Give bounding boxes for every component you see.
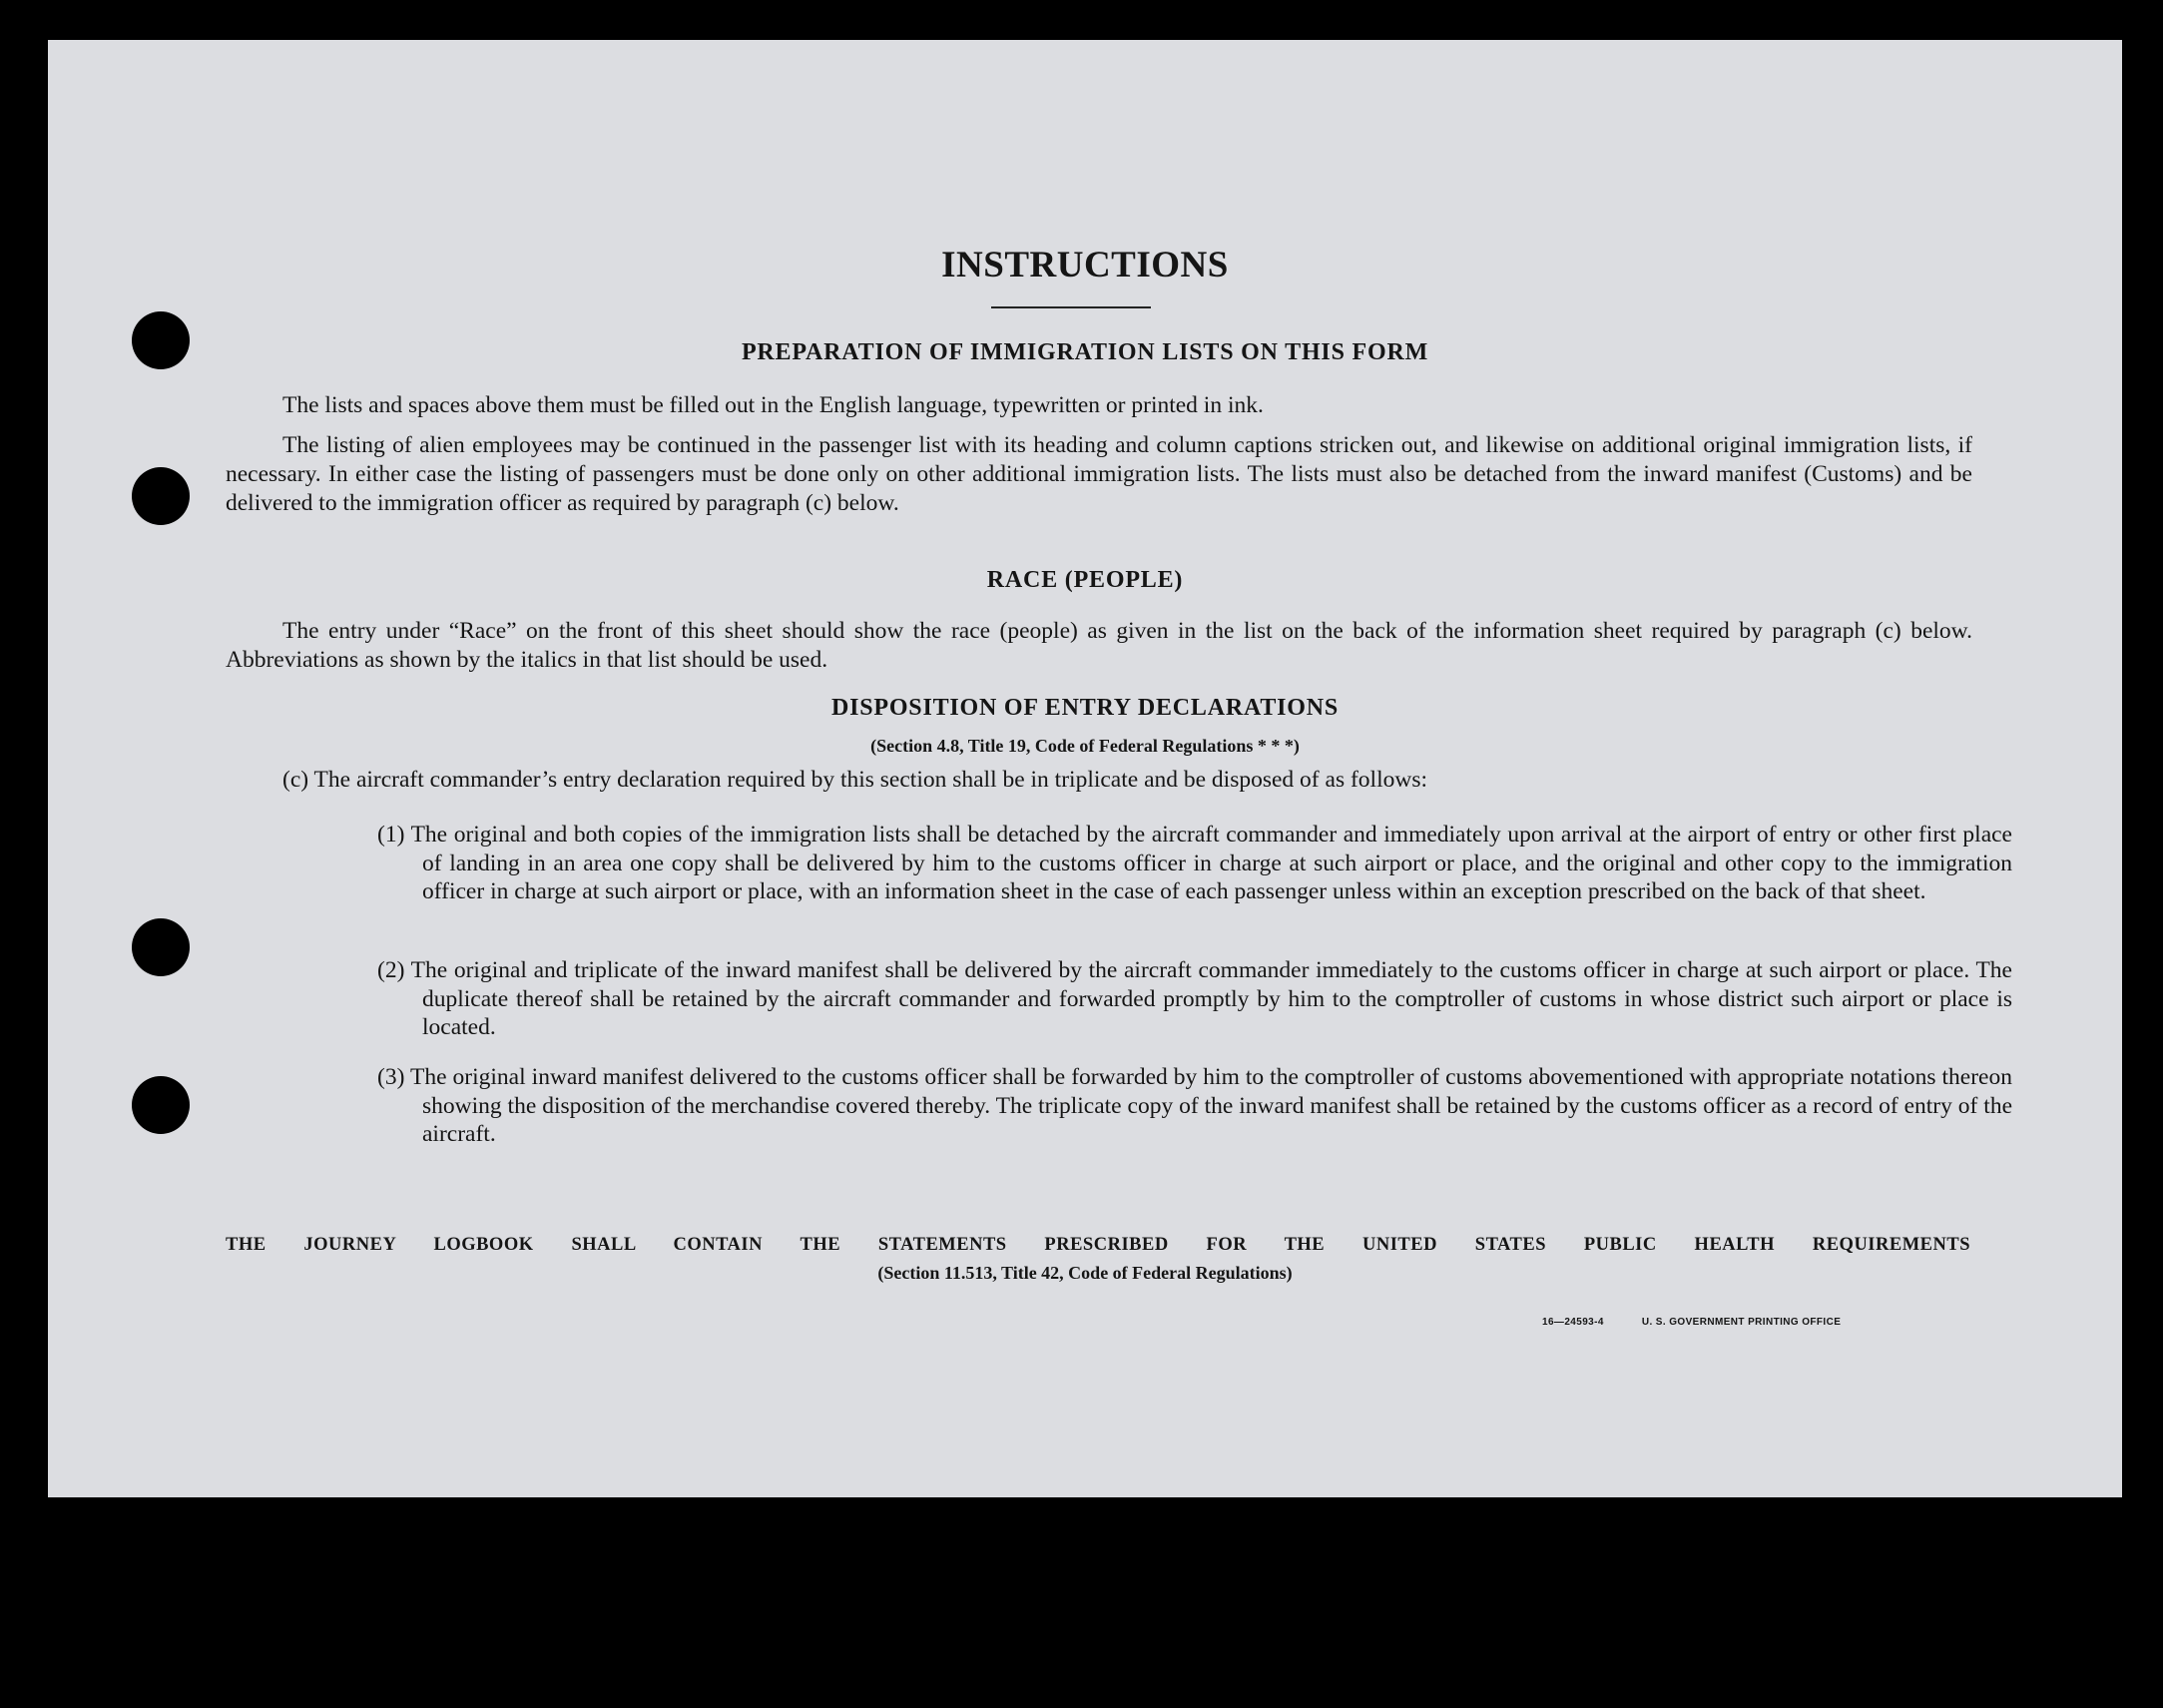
imprint-code: 16—24593-4 <box>1542 1317 1604 1328</box>
punch-hole <box>132 467 190 525</box>
disposition-intro: (c) The aircraft commander’s entry declaration required by this section shall be in triplicate and be disposed of as follows: <box>282 767 1427 793</box>
paragraph-alien-employees: The listing of alien employees may be continued in the passenger list with its heading and column captions stricken out, and likewise on additional original immigration lists, if necessary. In either case the listing of passengers must be done only on other additional immigration lists. The lists must also be detached from the inward manifest (Customs) and be delivered to the immigration officer as required by paragraph (c) below. <box>226 432 1972 516</box>
page-title: INSTRUCTIONS <box>941 245 1229 285</box>
punch-hole <box>132 918 190 976</box>
title-rule <box>991 306 1151 308</box>
list-item: (1) The original and both copies of the immigration lists shall be detached by the aircraft commander and immediately upon arrival at the airport of entry or other first place of landing in an area one copy shall be delivered by him to the customs officer in charge at such airport or place, and the original and other copy to the immigration officer in charge at such airport or place, with an information sheet in the case of each passenger unless within an exception prescribed on the back of that sheet. <box>377 822 2012 904</box>
section-heading-race: RACE (PEOPLE) <box>986 567 1184 593</box>
paragraph-language: The lists and spaces above them must be filled out in the English language, typewritten or printed in ink. <box>282 392 1264 418</box>
printer-imprint <box>1542 1317 1841 1328</box>
citation-title-19: (Section 4.8, Title 19, Code of Federal Regulations * * *) <box>870 736 1300 756</box>
list-item: (3) The original inward manifest delivered to the customs officer shall be forwarded by him to the comptroller of customs abovementioned with appropriate notations thereon showing the disposition of the merchandise covered thereby. The triplicate copy of the inward manifest shall be retained by the customs officer as a record of entry of the aircraft. <box>377 1064 2012 1147</box>
section-heading-preparation: PREPARATION OF IMMIGRATION LISTS ON THIS FORM <box>741 339 1429 365</box>
imprint-office: U. S. GOVERNMENT PRINTING OFFICE <box>1641 1317 1842 1328</box>
section-heading-disposition: DISPOSITION OF ENTRY DECLARATIONS <box>830 695 1340 721</box>
footer-health-requirements: THE JOURNEY LOGBOOK SHALL CONTAIN THE STATEMENTS PRESCRIBED FOR THE UNITED STATES PUBLIC HEALTH REQUIREMENTS <box>226 1235 1970 1255</box>
document-page <box>48 40 2122 1497</box>
footer-citation: (Section 11.513, Title 42, Code of Federal Regulations) <box>877 1263 1293 1283</box>
paragraph-race: The entry under “Race” on the front of this sheet should show the race (people) as given in the list on the back of the information sheet required by paragraph (c) below. Abbreviations as shown by the italics in that list should be used. <box>226 618 1972 673</box>
punch-hole <box>132 1076 190 1134</box>
list-item: (2) The original and triplicate of the inward manifest shall be delivered by the aircraft commander immediately to the customs officer in charge at such airport or place. The duplicate thereof shall be retained by the aircraft commander and forwarded promptly by him to the comptroller of customs in whose district such airport or place is located. <box>377 957 2012 1040</box>
